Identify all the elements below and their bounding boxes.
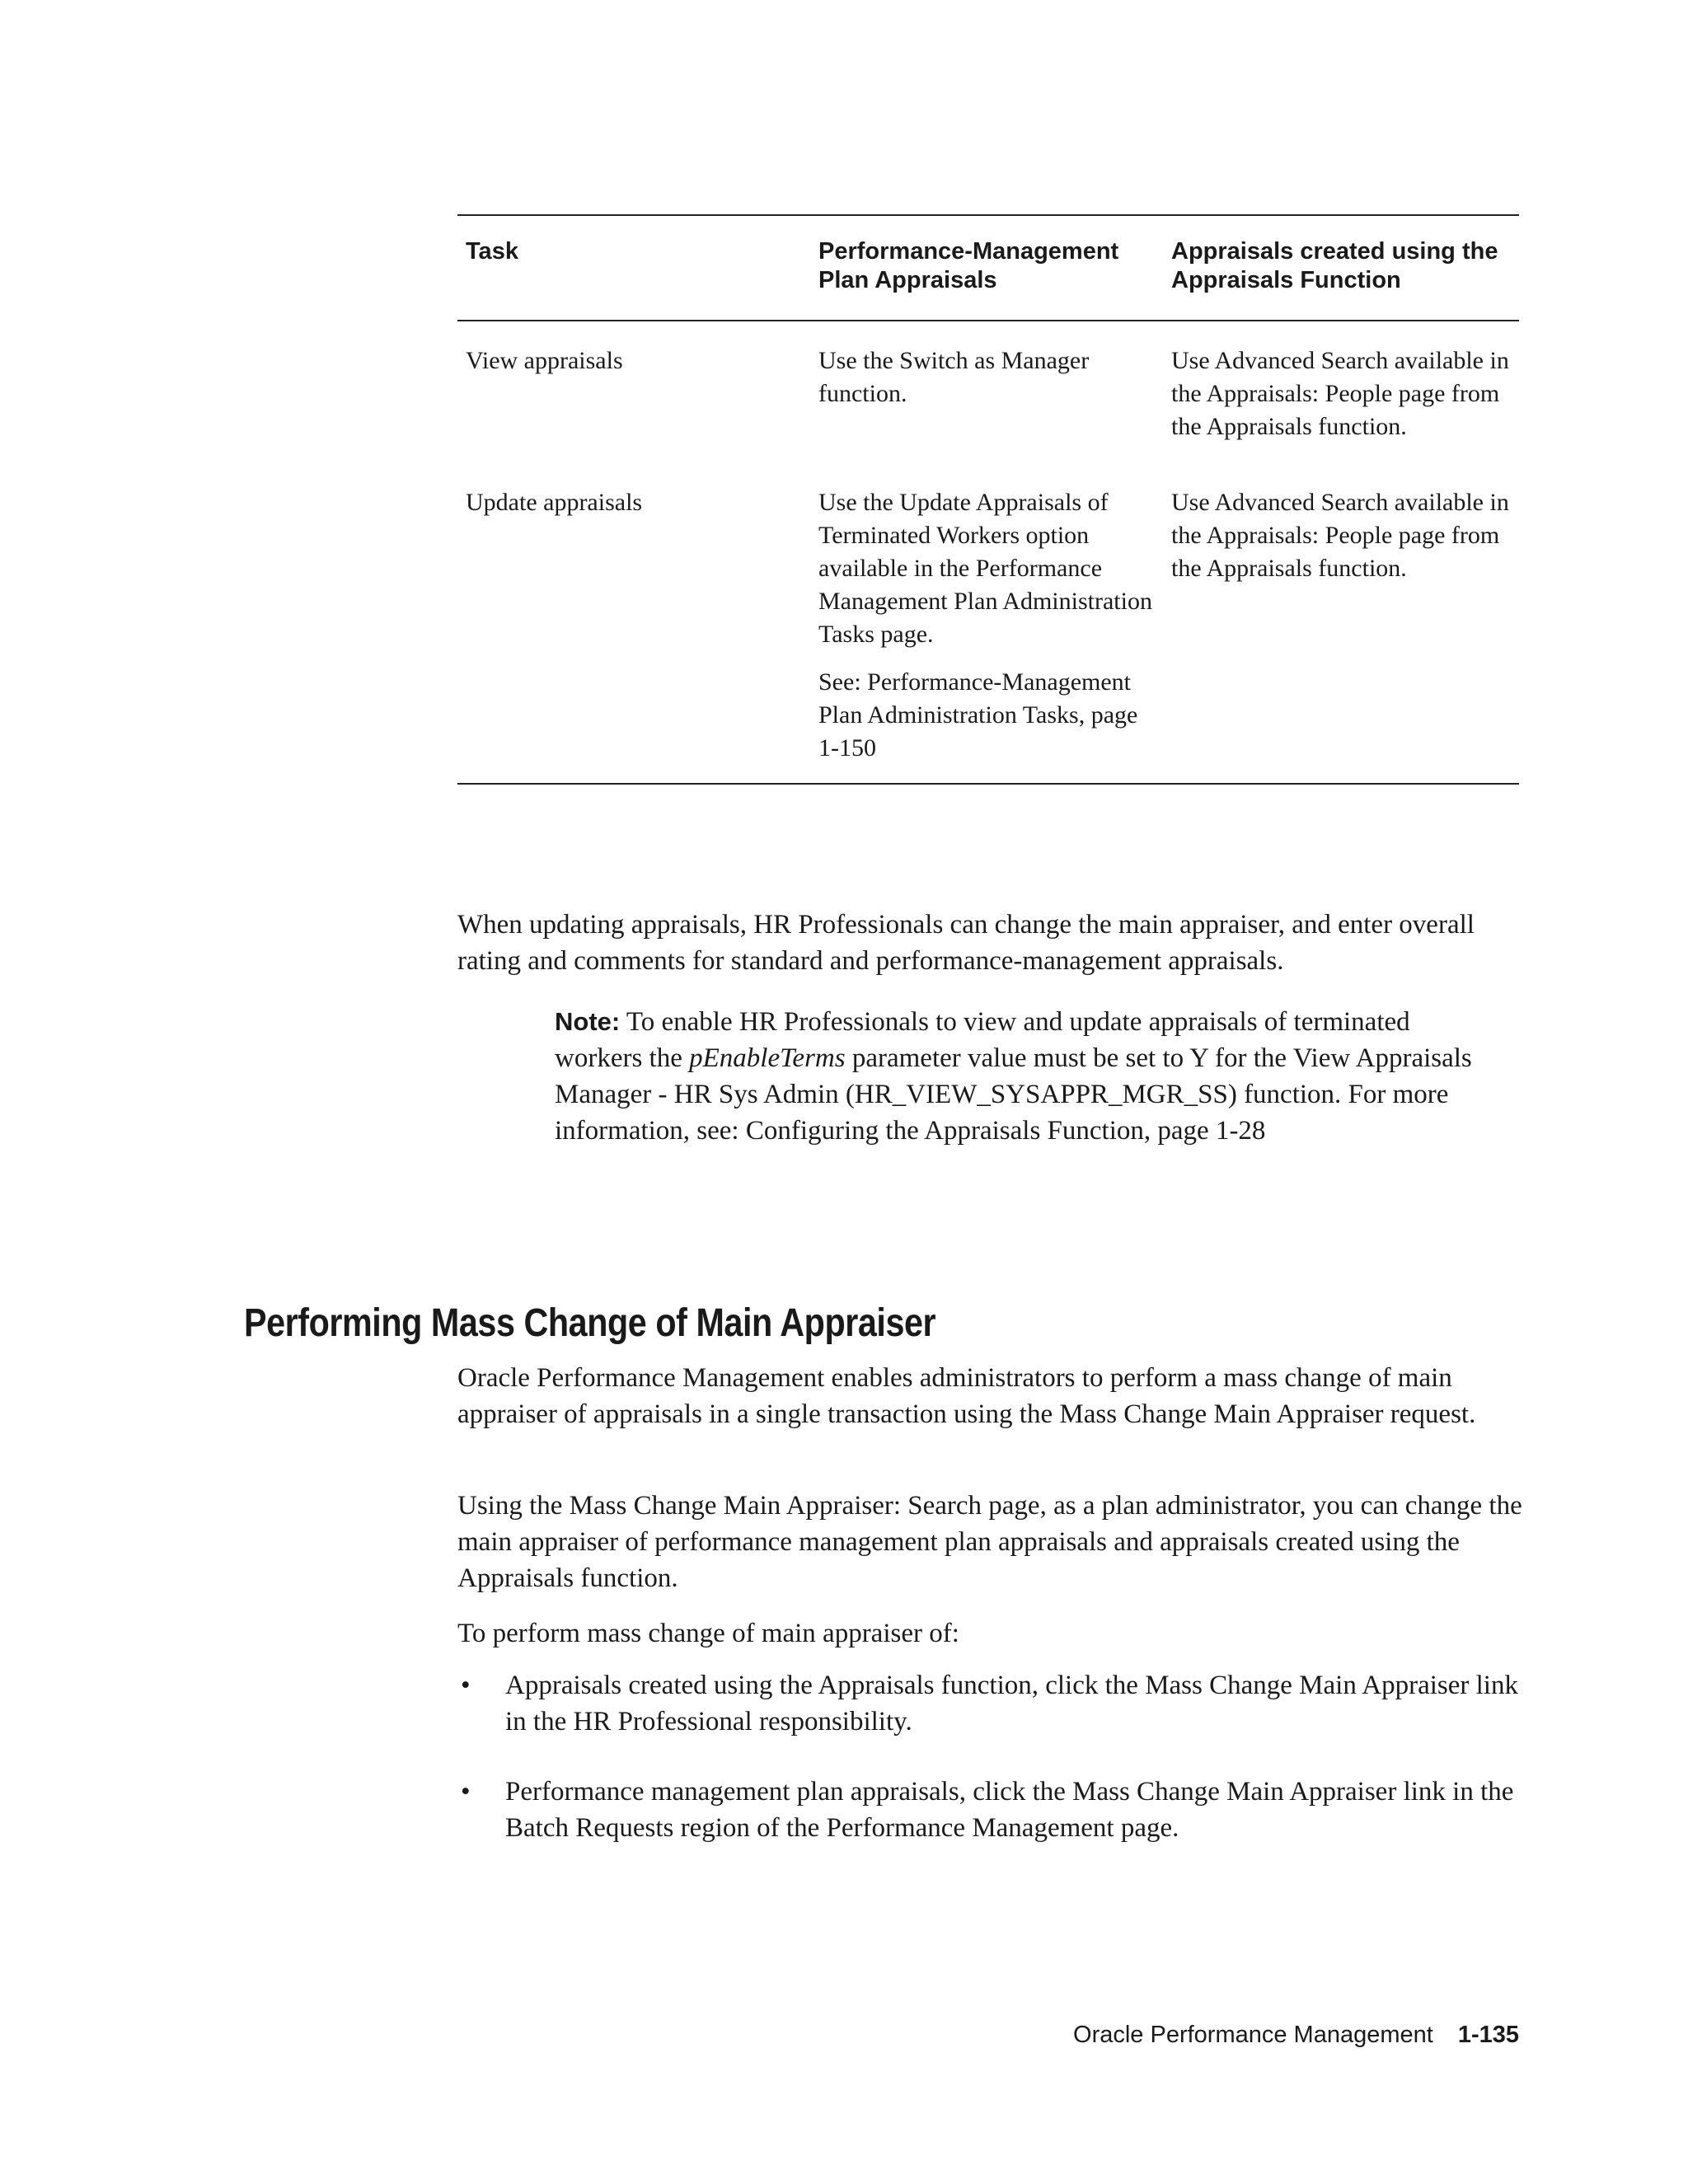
- cell-paragraph: Use the Switch as Manager function.: [818, 347, 1090, 407]
- note-text-after: parameter value must be set to Y for the View Appraisals Manager - HR Sys Admin (HR_VIEW_SYSAPPR_MGR_SS) function. For more information, see: Configuring the Appraisals Function, page 1-28: [555, 1043, 1472, 1146]
- table-row: [457, 462, 1519, 784]
- cell-pmp: [810, 321, 1163, 462]
- cell-task: View appraisals: [466, 347, 623, 374]
- list-item: [457, 1774, 1529, 1846]
- intro-paragraph: When updating appraisals, HR Professionals can change the main appraiser, and enter overall rating and comments for standard and performance-management appraisals.: [457, 910, 1475, 976]
- cross-reference-link[interactable]: See: Performance-Management Plan Administration Tasks, page 1-150: [818, 668, 1138, 762]
- cell-task: Update appraisals: [466, 489, 643, 516]
- cell-paragraph: Use Advanced Search available in the Appraisals: People page from the Appraisals function.: [1171, 489, 1509, 582]
- table-header-row: [457, 215, 1519, 321]
- section-heading: Performing Mass Change of Main Appraiser: [244, 1301, 936, 1345]
- bullet-list: [457, 1774, 1529, 1846]
- list-item: [457, 1667, 1529, 1740]
- note-parameter: pEnableTerms: [689, 1043, 846, 1073]
- bullet-list: [457, 1667, 1529, 1740]
- cell-paragraph: Use the Update Appraisals of Terminated Workers option available in the Performance Management Plan Administration Tasks page.: [818, 489, 1152, 648]
- page-number: 1-135: [1457, 2022, 1519, 2048]
- note-text-before: To enable HR Professionals to view and update appraisals of terminated workers the: [555, 1007, 1410, 1073]
- bullet-icon: •: [461, 1777, 471, 1807]
- header-pmp-appraisals: Performance-Management Plan Appraisals: [818, 238, 1119, 293]
- list-item-text: Performance management plan appraisals, click the Mass Change Main Appraiser link in the Batch Requests region of the Performance Management page.: [505, 1777, 1514, 1843]
- cell-paragraph: Use Advanced Search available in the Appraisals: People page from the Appraisals function.: [1171, 347, 1509, 440]
- bullet-icon: •: [461, 1671, 471, 1700]
- table-row: [457, 321, 1519, 462]
- cell-appraisals-function: [1163, 462, 1519, 784]
- section-paragraph: Using the Mass Change Main Appraiser: Search page, as a plan administrator, you can change the main appraiser of performance management plan appraisals and appraisals created using the Appraisals function.: [457, 1491, 1522, 1593]
- header-appraisals-function: Appraisals created using the Appraisals Function: [1171, 238, 1498, 293]
- note-label: Note:: [555, 1007, 621, 1036]
- footer-title: Oracle Performance Management: [1073, 2022, 1433, 2048]
- appraisal-tasks-table: [457, 214, 1519, 785]
- note-block: [555, 1004, 1478, 1149]
- cell-pmp: [810, 462, 1163, 784]
- page-footer: [1073, 2020, 1519, 2050]
- section-paragraph: Oracle Performance Management enables administrators to perform a mass change of main appraiser of appraisals in a single transaction using the Mass Change Main Appraiser request.: [457, 1363, 1476, 1429]
- cell-appraisals-function: [1163, 321, 1519, 462]
- section-paragraph: To perform mass change of main appraiser of:: [457, 1619, 959, 1648]
- list-item-text: Appraisals created using the Appraisals function, click the Mass Change Main Appraiser link in the HR Professional responsibility.: [505, 1671, 1518, 1736]
- header-task: Task: [466, 238, 518, 265]
